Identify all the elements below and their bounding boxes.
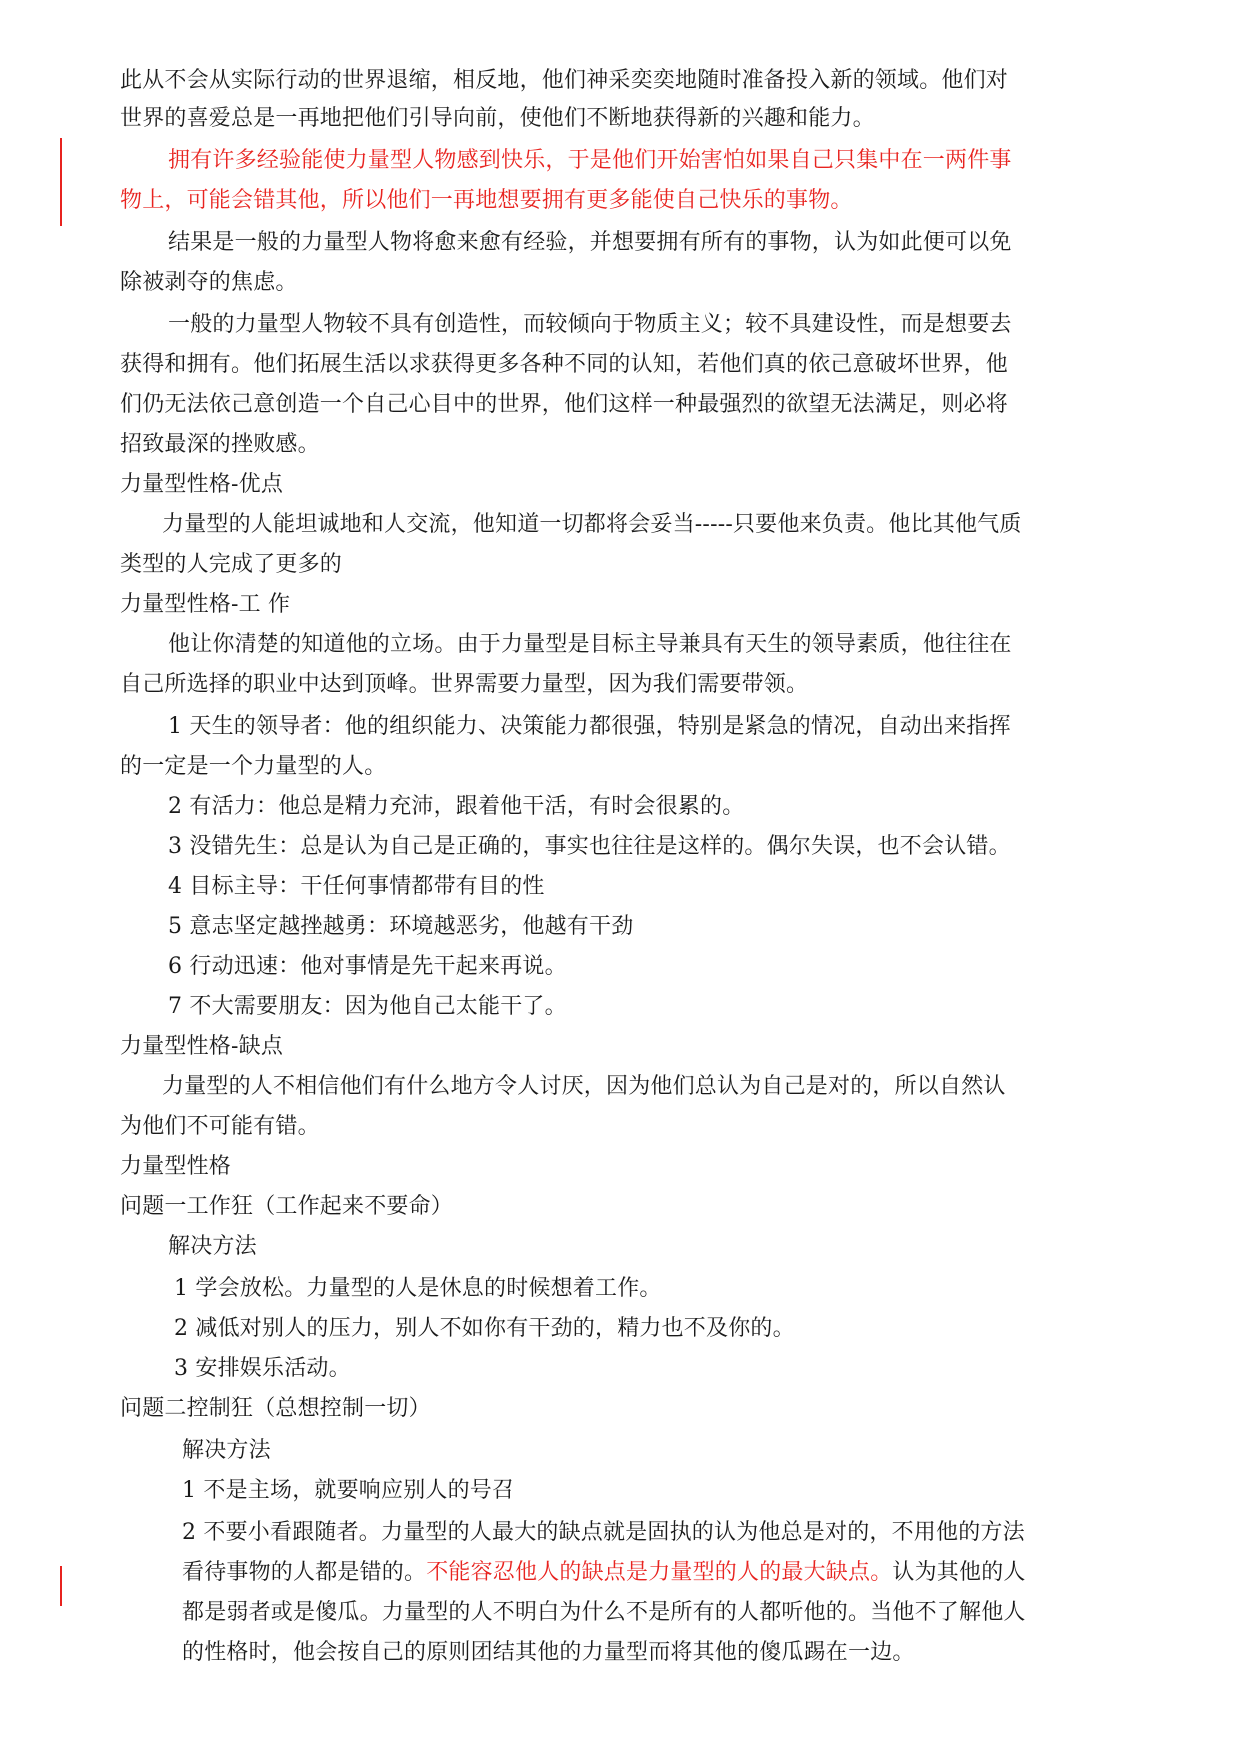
list-item-continuation: 的一定是一个力量型的人。 bbox=[120, 754, 387, 779]
mixed-line bbox=[182, 1558, 1026, 1588]
change-bar bbox=[60, 138, 62, 226]
paragraph-line: 此从不会从实际行动的世界退缩，相反地，他们神采奕奕地随时准备投入新的领域。他们对 bbox=[120, 68, 1009, 93]
list-item: 1 学会放松。力量型的人是休息的时候想着工作。 bbox=[174, 1276, 662, 1301]
paragraph-line: 力量型的人不相信他们有什么地方令人讨厌，因为他们总认为自己是对的，所以自然认 bbox=[162, 1074, 1006, 1099]
section-heading: 力量型性格-工 作 bbox=[120, 592, 291, 617]
problem-heading: 问题一工作狂（工作起来不要命） bbox=[120, 1194, 454, 1219]
paragraph-line: 一般的力量型人物较不具有创造性，而较倾向于物质主义；较不具建设性，而是想要去 bbox=[168, 312, 1012, 337]
list-item: 6 行动迅速：他对事情是先干起来再说。 bbox=[168, 954, 567, 979]
list-item: 1 不是主场，就要响应别人的号召 bbox=[182, 1478, 515, 1503]
list-item: 2 不要小看跟随者。力量型的人最大的缺点就是固执的认为他总是对的，不用他的方法 bbox=[182, 1520, 1025, 1545]
highlighted-line: 拥有许多经验能使力量型人物感到快乐，于是他们开始害怕如果自己只集中在一两件事 bbox=[168, 148, 1012, 173]
plain-text-segment: 认为其他的人 bbox=[892, 1560, 1026, 1585]
paragraph-line: 除被剥夺的焦虑。 bbox=[120, 270, 298, 295]
solution-heading: 解决方法 bbox=[168, 1234, 257, 1259]
list-item: 3 没错先生：总是认为自己是正确的，事实也往往是这样的。偶尔失误，也不会认错。 bbox=[168, 834, 1011, 859]
list-item: 2 有活力：他总是精力充沛，跟着他干活，有时会很累的。 bbox=[168, 794, 745, 819]
change-bar bbox=[60, 1566, 62, 1606]
section-heading: 力量型性格-缺点 bbox=[120, 1034, 284, 1059]
paragraph-line: 自己所选择的职业中达到顶峰。世界需要力量型，因为我们需要带领。 bbox=[120, 672, 809, 697]
paragraph-line: 获得和拥有。他们拓展生活以求获得更多各种不同的认知，若他们真的依己意破坏世界，他 bbox=[120, 352, 1009, 377]
paragraph-line: 他让你清楚的知道他的立场。由于力量型是目标主导兼具有天生的领导素质，他往往在 bbox=[168, 632, 1012, 657]
section-heading: 力量型性格 bbox=[120, 1154, 232, 1179]
highlighted-line: 物上，可能会错其他，所以他们一再地想要拥有更多能使自己快乐的事物。 bbox=[120, 188, 853, 213]
paragraph-line: 类型的人完成了更多的 bbox=[120, 552, 343, 577]
list-item-continuation: 都是弱者或是傻瓜。力量型的人不明白为什么不是所有的人都听他的。当他不了解他人 bbox=[182, 1600, 1026, 1625]
paragraph-line: 为他们不可能有错。 bbox=[120, 1114, 320, 1139]
list-item: 4 目标主导：干任何事情都带有目的性 bbox=[168, 874, 545, 899]
list-item-continuation: 的性格时，他会按自己的原则团结其他的力量型而将其他的傻瓜踢在一边。 bbox=[182, 1640, 915, 1665]
paragraph-line: 们仍无法依己意创造一个自己心目中的世界，他们这样一种最强烈的欲望无法满足，则必将 bbox=[120, 392, 1009, 417]
list-item: 2 减低对别人的压力，别人不如你有干劲的，精力也不及你的。 bbox=[174, 1316, 795, 1341]
plain-text-segment: 看待事物的人都是错的。 bbox=[182, 1560, 427, 1585]
paragraph-line: 世界的喜爱总是一再地把他们引导向前，使他们不断地获得新的兴趣和能力。 bbox=[120, 106, 875, 131]
list-item: 3 安排娱乐活动。 bbox=[174, 1356, 351, 1381]
section-heading: 力量型性格-优点 bbox=[120, 472, 284, 497]
paragraph-line: 力量型的人能坦诚地和人交流，他知道一切都将会妥当-----只要他来负责。他比其他气质 bbox=[162, 512, 1022, 537]
paragraph-line: 结果是一般的力量型人物将愈来愈有经验，并想要拥有所有的事物，认为如此便可以免 bbox=[168, 230, 1012, 255]
list-item: 1 天生的领导者：他的组织能力、决策能力都很强，特别是紧急的情况，自动出来指挥 bbox=[168, 714, 1011, 739]
solution-heading: 解决方法 bbox=[182, 1438, 271, 1463]
problem-heading: 问题二控制狂（总想控制一切） bbox=[120, 1396, 431, 1421]
paragraph-line: 招致最深的挫败感。 bbox=[120, 432, 320, 457]
list-item: 5 意志坚定越挫越勇：环境越恶劣，他越有干劲 bbox=[168, 914, 634, 939]
highlighted-text-segment: 不能容忍他人的缺点是力量型的人的最大缺点。 bbox=[426, 1560, 893, 1585]
list-item: 7 不大需要朋友：因为他自己太能干了。 bbox=[168, 994, 567, 1019]
